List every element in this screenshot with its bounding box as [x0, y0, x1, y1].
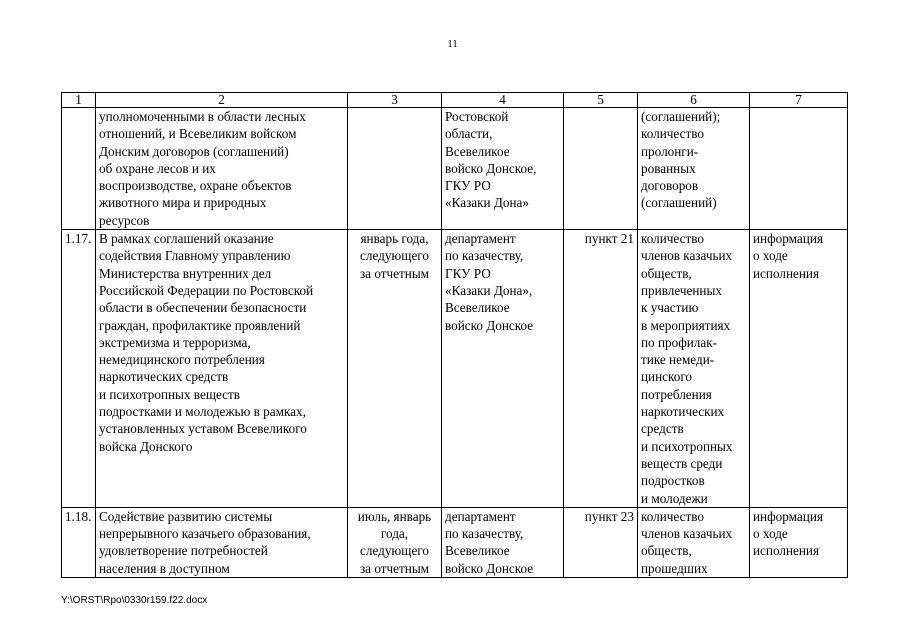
cell-line: отношений, и Всевеликим войском	[99, 126, 297, 142]
column-number: 2	[96, 93, 348, 108]
cell-line: количество	[641, 231, 704, 247]
indicator-cell	[638, 108, 750, 230]
deadline-cell	[348, 507, 442, 577]
item-number-cell	[62, 230, 96, 508]
item-number-cell	[62, 507, 96, 577]
cell-line: договоров	[641, 178, 699, 194]
cell-line: года,	[380, 526, 409, 542]
cell-line: содействия Главному управлению	[99, 248, 291, 264]
executor-cell	[442, 108, 564, 230]
cell-line: удовлетворение потребностей	[99, 543, 268, 559]
table-row	[62, 230, 848, 508]
page-number: 11	[447, 38, 458, 50]
cell-line: подростками и молодежью в рамках,	[99, 404, 306, 420]
cell-line: информация	[753, 231, 823, 247]
report-form-cell	[750, 507, 848, 577]
plan-table	[61, 92, 848, 578]
cell-line: войско Донское,	[445, 160, 537, 176]
cell-line: Ростовской	[445, 109, 509, 124]
column-number: 1	[62, 93, 96, 108]
cell-line: следующего	[360, 543, 429, 559]
cell-line: воспроизводстве, охране объектов	[99, 178, 292, 194]
cell-line: ресурсов	[99, 212, 150, 228]
cell-line: «Казаки Дона»	[445, 195, 529, 211]
cell-line: об охране лесов и их	[99, 160, 216, 176]
executor-cell	[442, 507, 564, 577]
cell-line: прошедших	[641, 560, 708, 576]
cell-line: животного мира и природных	[99, 195, 267, 211]
cell-line: немедицинского потребления	[99, 352, 265, 368]
cell-text: пункт 21	[584, 231, 634, 247]
column-number: 4	[442, 93, 564, 108]
column-number: 3	[348, 93, 442, 108]
cell-line: рованных	[641, 160, 696, 176]
cell-line: количество	[641, 126, 704, 142]
cell-line: за отчетным	[359, 560, 430, 576]
cell-line: потребления	[641, 386, 712, 402]
deadline-cell	[348, 230, 442, 508]
cell-line: области в обеспечении безопасности	[99, 300, 307, 316]
cell-line: непрерывного казачьего образования,	[99, 526, 311, 542]
cell-line: Всевеликое	[445, 543, 510, 559]
file-path-footer: Y:\ORST\Rpo\0330r159.f22.docx	[61, 595, 208, 606]
plan-point-cell	[564, 230, 638, 508]
cell-line: по профилак-	[641, 334, 718, 350]
column-number: 6	[638, 93, 750, 108]
measure-cell	[96, 507, 348, 577]
cell-line: по казачеству,	[445, 248, 524, 264]
cell-line: войско Донское	[445, 317, 534, 333]
cell-line: информация	[753, 508, 823, 524]
table-row	[62, 507, 848, 577]
cell-line: войска Донского	[99, 438, 193, 454]
cell-line: в мероприятиях	[641, 317, 731, 333]
cell-line: обществ,	[641, 543, 692, 559]
column-number: 7	[750, 93, 848, 108]
cell-line: Донским договоров (соглашений)	[99, 143, 289, 159]
cell-line: Всевеликое	[445, 143, 510, 159]
cell-line: о ходе	[753, 526, 788, 542]
cell-line: наркотических средств	[99, 369, 229, 385]
report-form-cell	[750, 230, 848, 508]
cell-line: за отчетным	[359, 265, 430, 281]
cell-line: пролонги-	[641, 143, 699, 159]
cell-line: подростков	[641, 473, 705, 489]
cell-line: о ходе	[753, 248, 788, 264]
cell-line: департамент	[445, 231, 516, 247]
cell-text: пункт 23	[584, 508, 634, 524]
cell-line: следующего	[360, 248, 429, 264]
cell-line: (соглашений);	[641, 109, 721, 124]
indicator-cell	[638, 507, 750, 577]
cell-line: наркотических	[641, 404, 725, 420]
cell-line: членов казачьих	[641, 526, 733, 542]
cell-line: цинского	[641, 369, 693, 385]
cell-line: Российской Федерации по Ростовской	[99, 282, 314, 298]
indicator-cell	[638, 230, 750, 508]
cell-line: членов казачьих	[641, 248, 733, 264]
table-row	[62, 108, 848, 230]
cell-line: экстремизма и терроризма,	[99, 334, 251, 350]
cell-line: обществ,	[641, 265, 692, 281]
cell-line: (соглашений)	[641, 195, 717, 211]
cell-line: исполнения	[753, 543, 820, 559]
plan-point-cell	[564, 507, 638, 577]
cell-line: июль, январь	[357, 508, 432, 524]
cell-line: установленных уставом Всевеликого	[99, 421, 307, 437]
cell-line: январь года,	[360, 231, 429, 247]
cell-line: и психотропных	[641, 438, 733, 454]
cell-line: войско Донское	[445, 560, 534, 576]
cell-line: Министерства внутренних дел	[99, 265, 272, 281]
plan-point-cell	[564, 108, 638, 230]
column-number: 5	[564, 93, 638, 108]
cell-line: ГКУ РО	[445, 178, 491, 194]
deadline-cell	[348, 108, 442, 230]
cell-line: уполномоченными в области лесных	[99, 109, 306, 124]
cell-line: количество	[641, 508, 704, 524]
cell-line: департамент	[445, 508, 516, 524]
measure-cell	[96, 108, 348, 230]
cell-line: средств	[641, 421, 684, 437]
cell-line: привлеченных	[641, 282, 722, 298]
cell-line: ГКУ РО	[445, 265, 491, 281]
cell-line: веществ среди	[641, 455, 723, 471]
cell-line: населения в доступном	[99, 560, 230, 576]
cell-line: по казачеству,	[445, 526, 524, 542]
cell-text: 1.17.	[65, 231, 92, 247]
report-form-cell	[750, 108, 848, 230]
cell-line: к участию	[641, 300, 699, 316]
cell-line: и психотропных веществ	[99, 386, 240, 402]
cell-line: тике немеди-	[641, 352, 715, 368]
cell-line: Содействие развитию системы	[99, 508, 273, 524]
cell-line: «Казаки Дона»,	[445, 282, 533, 298]
cell-line: области,	[445, 126, 493, 142]
executor-cell	[442, 230, 564, 508]
cell-line: Всевеликое	[445, 300, 510, 316]
cell-line: исполнения	[753, 265, 820, 281]
measure-cell	[96, 230, 348, 508]
cell-text: 1.18.	[65, 508, 92, 524]
cell-line: и молодежи	[641, 490, 708, 506]
cell-line: В рамках соглашений оказание	[99, 231, 274, 247]
cell-line: граждан, профилактике проявлений	[99, 317, 301, 333]
column-number-row	[62, 93, 848, 108]
item-number-cell	[62, 108, 96, 230]
